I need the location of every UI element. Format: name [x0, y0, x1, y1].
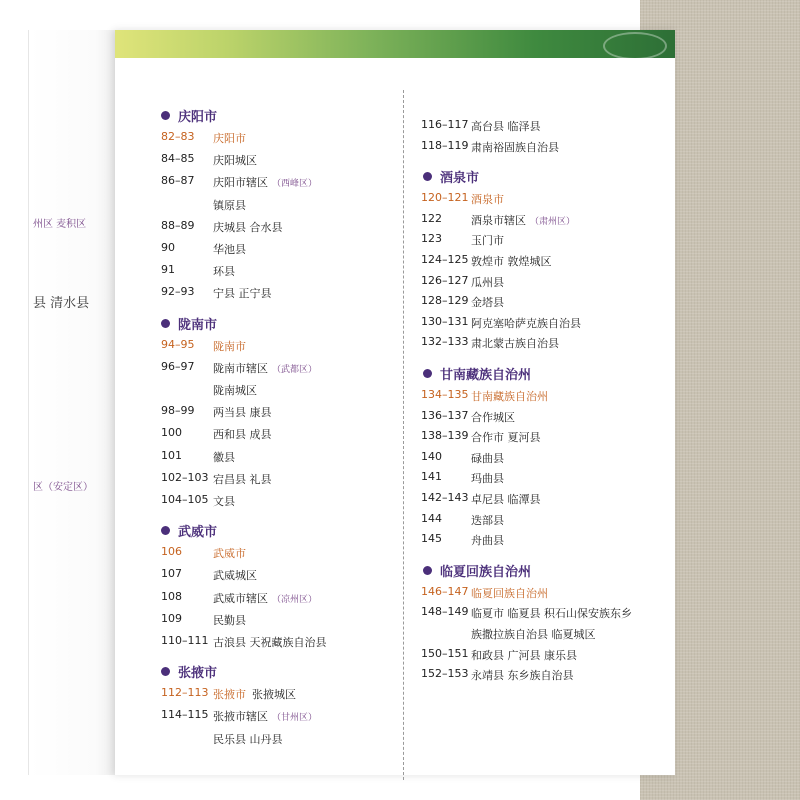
bullet-icon — [423, 566, 432, 575]
index-entry — [161, 590, 391, 608]
place-name — [471, 274, 504, 290]
facing-page-fragment: 州区 麦积区 — [33, 219, 87, 230]
page-range: 96–97 — [161, 359, 195, 373]
page-range: 123 — [421, 232, 442, 246]
section-heading — [161, 314, 217, 333]
place-name-text: 武威市辖区 — [213, 591, 268, 605]
place-name — [471, 118, 541, 134]
place-name — [213, 130, 246, 146]
index-entry — [161, 449, 391, 467]
place-name-text: 肃北蒙古族自治县 — [471, 337, 559, 351]
page-range: 148–149 — [421, 605, 469, 619]
index-entry — [421, 388, 666, 406]
index-entry — [161, 263, 391, 281]
index-entry — [161, 241, 391, 259]
section-heading — [423, 364, 531, 383]
index-entry — [421, 315, 666, 333]
page-range: 142–143 — [421, 491, 469, 504]
place-name — [471, 532, 504, 548]
place-name — [471, 626, 596, 642]
page-range: 126–127 — [421, 273, 469, 287]
place-name — [213, 449, 235, 465]
place-name-text: 临夏回族自治州 — [471, 586, 548, 600]
place-name-text: 甘南藏族自治州 — [471, 390, 548, 403]
place-name-text: 敦煌市 敦煌城区 — [471, 255, 552, 268]
place-name — [213, 404, 272, 420]
page-range: 101 — [161, 448, 182, 462]
place-name-extra: 张掖城区 — [252, 688, 296, 702]
index-entry — [421, 667, 666, 685]
bullet-icon — [161, 319, 170, 328]
index-entry — [161, 197, 391, 215]
index-entry — [421, 232, 666, 250]
place-name-text: 华池县 — [213, 243, 246, 256]
place-name-text: 高台县 临泽县 — [471, 120, 541, 133]
page-range: 136–137 — [421, 408, 469, 422]
index-entry — [161, 360, 391, 378]
place-name-text: 宁县 正宁县 — [213, 287, 272, 301]
place-name — [213, 612, 246, 628]
place-name — [213, 731, 283, 747]
page-range: 144 — [421, 511, 442, 525]
page-range: 110–111 — [161, 634, 209, 647]
index-entry — [421, 512, 666, 530]
place-name — [213, 708, 317, 724]
page-range: 88–89 — [161, 218, 195, 232]
place-name-text: 陇南市 — [213, 339, 246, 353]
bullet-icon — [423, 369, 432, 378]
section-heading — [161, 521, 217, 540]
place-name-text: 张掖市 — [213, 688, 246, 702]
page-range: 152–153 — [421, 667, 469, 681]
page-range: 124–125 — [421, 253, 469, 266]
index-entry — [161, 634, 391, 652]
place-name-text: 碌曲县 — [471, 451, 504, 465]
page-range: 132–133 — [421, 335, 469, 349]
page-range: 122 — [421, 211, 442, 225]
place-name-text: 镇原县 — [213, 198, 246, 212]
page-range: 114–115 — [161, 708, 209, 722]
district-note: （西峰区） — [272, 179, 318, 190]
place-name — [213, 152, 257, 168]
index-entry — [161, 338, 391, 356]
index-entry — [161, 471, 391, 489]
place-name — [471, 512, 504, 528]
index-entry — [421, 429, 666, 447]
place-name — [471, 294, 504, 310]
index-entry — [161, 612, 391, 630]
place-name-text: 民乐县 山丹县 — [213, 732, 283, 746]
place-name — [213, 338, 246, 354]
place-name-text: 庆阳市 — [213, 132, 246, 145]
bullet-icon — [161, 111, 170, 120]
place-name — [471, 191, 504, 207]
index-entry — [421, 274, 666, 292]
place-name — [213, 219, 283, 235]
place-name — [471, 388, 548, 404]
place-name-text: 陇南市辖区 — [213, 361, 268, 375]
place-name — [213, 545, 246, 561]
place-name — [471, 667, 574, 683]
place-name-text: 永靖县 东乡族自治县 — [471, 669, 574, 683]
page-range: 138–139 — [421, 429, 469, 443]
place-name — [213, 567, 257, 583]
page-range: 82–83 — [161, 130, 195, 143]
place-name — [213, 285, 272, 301]
place-name-text: 临夏市 临夏县 积石山保安族东乡 — [471, 607, 632, 621]
place-name — [213, 263, 235, 279]
place-name-text: 庆阳城区 — [213, 154, 257, 168]
place-name-text: 金塔县 — [471, 296, 504, 310]
index-entry — [421, 409, 666, 427]
page-range: 146–147 — [421, 584, 469, 598]
facing-page-fragment: 区（安定区） — [33, 482, 93, 493]
place-name — [213, 426, 272, 442]
bullet-icon — [423, 172, 432, 181]
district-note: （武都区） — [272, 364, 318, 375]
place-name — [213, 634, 327, 650]
place-name-text: 民勤县 — [213, 613, 246, 627]
index-entry — [421, 118, 666, 136]
page-range: 106 — [161, 545, 182, 559]
page-range: 108 — [161, 589, 182, 603]
index-entry — [161, 686, 391, 704]
page-range: 130–131 — [421, 314, 469, 328]
place-name — [213, 382, 257, 398]
index-entry — [421, 605, 666, 623]
index-entry — [421, 253, 666, 271]
index-entry — [421, 212, 666, 230]
place-name-text: 卓尼县 临潭县 — [471, 493, 541, 506]
bullet-icon — [161, 667, 170, 676]
place-name-text: 玉门市 — [471, 234, 504, 248]
place-name — [213, 174, 317, 190]
index-entry — [161, 130, 391, 148]
place-name-text: 宕昌县 礼县 — [213, 472, 272, 486]
place-name — [471, 335, 559, 351]
place-name-text: 族撒拉族自治县 临夏城区 — [471, 628, 596, 641]
district-note: （凉州区） — [272, 594, 318, 605]
place-name — [213, 360, 317, 376]
index-entry — [161, 567, 391, 585]
index-entry — [421, 647, 666, 665]
place-name — [471, 212, 575, 228]
decorative-banner — [115, 30, 675, 58]
place-name-text: 迭部县 — [471, 513, 504, 527]
index-entry — [421, 626, 666, 644]
place-name-text: 武威市 — [213, 547, 246, 561]
index-entry — [421, 585, 666, 603]
place-name — [471, 491, 541, 507]
place-name-text: 两当县 康县 — [213, 406, 272, 420]
place-name-text: 古浪县 天祝藏族自治县 — [213, 636, 327, 649]
page-range: 141 — [421, 470, 442, 484]
place-name-text: 徽县 — [213, 450, 235, 464]
facing-page — [28, 30, 124, 775]
page-range: 104–105 — [161, 493, 209, 506]
index-entry — [161, 708, 391, 726]
place-name-text: 合作市 夏河县 — [471, 431, 541, 445]
section-heading-text: 甘南藏族自治州 — [440, 368, 532, 383]
place-name — [471, 585, 548, 601]
page-range: 94–95 — [161, 337, 195, 351]
index-entry — [161, 426, 391, 444]
page-range: 100 — [161, 426, 182, 440]
column-divider — [403, 90, 404, 780]
section-heading — [423, 561, 531, 580]
place-name-text: 和政县 广河县 康乐县 — [471, 648, 577, 662]
place-name — [471, 409, 515, 425]
index-entry — [421, 532, 666, 550]
place-name — [471, 429, 541, 445]
place-name — [213, 471, 272, 487]
place-name-text: 阿克塞哈萨克族自治县 — [471, 316, 581, 330]
district-note: （肃州区） — [530, 216, 576, 227]
place-name-text: 张掖市辖区 — [213, 710, 268, 724]
place-name-text: 陇南城区 — [213, 384, 257, 397]
index-entry — [161, 382, 391, 400]
ornament-icon — [603, 32, 667, 60]
bullet-icon — [161, 526, 170, 535]
section-heading-text: 张掖市 — [178, 666, 218, 682]
page-range: 102–103 — [161, 470, 209, 484]
index-entry — [161, 404, 391, 422]
place-name-text: 瓜州县 — [471, 275, 504, 289]
place-name-text: 合作城区 — [471, 410, 515, 424]
place-name-text: 西和县 成县 — [213, 428, 272, 442]
index-entry — [421, 294, 666, 312]
index-entry — [421, 450, 666, 468]
page-range: 150–151 — [421, 646, 469, 660]
place-name — [471, 647, 577, 663]
place-name-text: 庆城县 合水县 — [213, 220, 283, 234]
place-name-text: 肃南裕固族自治县 — [471, 140, 559, 154]
place-name — [471, 232, 504, 248]
page-range: 128–129 — [421, 294, 469, 308]
page-range: 107 — [161, 567, 182, 581]
page-range: 90 — [161, 241, 175, 254]
index-entry — [421, 335, 666, 353]
place-name-text: 文县 — [213, 495, 235, 508]
place-name — [471, 315, 581, 331]
index-entry — [421, 491, 666, 509]
index-entry — [421, 191, 666, 209]
place-name — [213, 197, 246, 213]
place-name — [471, 139, 559, 155]
place-name — [213, 241, 246, 257]
index-entry — [161, 545, 391, 563]
place-name-text: 酒泉市辖区 — [471, 213, 526, 227]
index-entry — [421, 139, 666, 157]
page-range: 134–135 — [421, 388, 469, 401]
index-entry — [161, 731, 391, 749]
index-entry — [161, 493, 391, 511]
index-entry — [421, 470, 666, 488]
page-range: 98–99 — [161, 404, 195, 418]
page-range: 120–121 — [421, 191, 469, 205]
section-heading-text: 临夏回族自治州 — [440, 564, 532, 580]
place-name — [213, 590, 317, 606]
place-name-text: 武威城区 — [213, 569, 257, 583]
index-entry — [161, 285, 391, 303]
section-heading — [423, 167, 479, 186]
index-entry — [161, 174, 391, 192]
place-name — [471, 450, 504, 466]
facing-page-fragment: 县 清水县 — [33, 296, 90, 311]
section-heading-text: 武威市 — [178, 525, 218, 541]
place-name-text: 酒泉市 — [471, 193, 504, 207]
place-name — [471, 470, 504, 486]
place-name — [213, 493, 235, 509]
section-heading-text: 陇南市 — [178, 317, 218, 333]
page-range: 84–85 — [161, 152, 195, 166]
page-range: 116–117 — [421, 118, 469, 131]
page-range: 109 — [161, 611, 182, 625]
place-name — [471, 605, 632, 621]
section-heading — [161, 106, 217, 125]
page-range: 92–93 — [161, 285, 195, 299]
place-name-text: 玛曲县 — [471, 472, 504, 486]
page-range: 118–119 — [421, 138, 469, 152]
page-range: 145 — [421, 532, 442, 546]
place-name-text: 庆阳市辖区 — [213, 176, 268, 190]
section-heading-text: 庆阳市 — [178, 110, 218, 125]
section-heading — [161, 662, 217, 681]
page-range: 86–87 — [161, 174, 195, 188]
place-name-text: 舟曲县 — [471, 534, 504, 548]
page-range: 112–113 — [161, 686, 209, 700]
place-name-text: 环县 — [213, 265, 235, 279]
district-note: （甘州区） — [272, 713, 318, 724]
index-entry — [161, 219, 391, 237]
index-entry — [161, 152, 391, 170]
page-range: 140 — [421, 449, 442, 463]
section-heading-text: 酒泉市 — [440, 171, 480, 187]
place-name — [471, 253, 552, 269]
page-range: 91 — [161, 263, 175, 277]
place-name — [213, 686, 296, 702]
index-page — [115, 30, 675, 775]
